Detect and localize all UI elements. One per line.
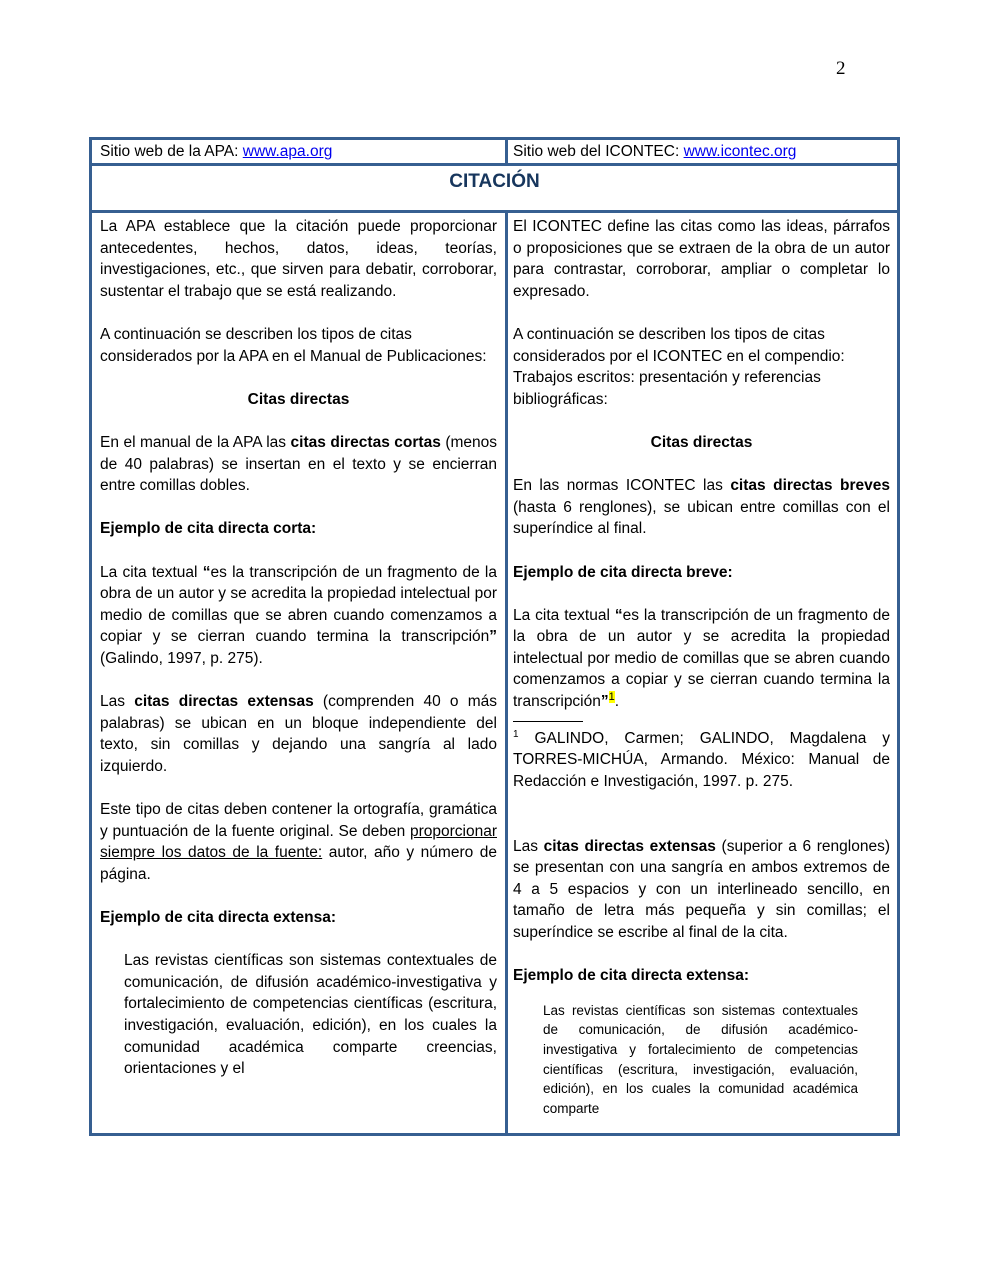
apa-extended-description: Las citas directas extensas (comprenden 40 o más palabras) se ubican en un bloque independiente del texto, sin comillas y dejando una sangría al lado izquierdo. [100,693,497,775]
apa-example-short: La cita textual “es la transcripción de un fragmento de la obra de un autor y se acredita la propiedad intelectual por medio de comillas que se abren cuando comenzamos a copiar y se cierran cuando termina la transcripción” (Galindo, 1997, p. 275). [100,563,497,667]
apa-rules: Este tipo de citas deben contener la ortografía, gramática y puntuación de la fuente original. Se deben proporcionar siempre los datos de la fuente: autor, año y número de página. [100,801,497,883]
apa-website-link[interactable]: www.apa.org [242,143,333,160]
icontec-example-extended-heading: Ejemplo de cita directa extensa: [513,967,750,985]
icontec-website-cell [513,143,796,161]
icontec-section-heading: Citas directas [650,433,753,451]
section-title: CITACIÓN [449,171,540,192]
icontec-example-short-heading: Ejemplo de cita directa breve: [513,563,733,581]
page-number: 2 [836,58,846,79]
icontec-example-extended: Las revistas científicas son sistemas contextuales de comunicación, de difusión académico-investigativa y fortalecimiento de competencias científicas (escritura, investigación, evaluación, edición), en los cuales la comunidad académica comparte [543,1002,858,1116]
icontec-intro: El ICONTEC define las citas como las ideas, párrafos o proposiciones que se extraen de la obra de un autor para contrastar, corroborar, ampliar o completar lo expresado. [513,218,890,300]
comparison-table [89,137,900,1136]
title-row [92,166,897,213]
apa-example-extended: Las revistas científicas son sistemas contextuales de comunicación, de difusión académico-investigativa y fortalecimiento de competencias científicas (escritura, investigación, evaluación, edición), en los cuales la comunidad académica comparte creencias, orientaciones y el [124,952,497,1078]
apa-types-intro: A continuación se describen los tipos de citas considerados por la APA en el Manual de Publicaciones: [100,325,487,365]
apa-short-description: En el manual de la APA las citas directas cortas (menos de 40 palabras) se insertan en el texto y se encierran entre comillas dobles. [100,433,497,495]
icontec-column [513,216,890,1133]
header-row [92,140,897,166]
column-divider [505,213,508,1133]
icontec-short-description: En las normas ICONTEC las citas directas breves (hasta 6 renglones), se ubican entre comillas con el superíndice al final. [513,477,890,538]
icontec-footnote: $^1$ GALINDO, Carmen; GALINDO, Magdalena y TORRES-MICHÚA, Armando. México: Manual de Redacción e Investigación, 1997. p. 275. [513,728,890,790]
footnote-separator [513,713,583,722]
icontec-example-short: La cita textual “es la transcripción de un fragmento de la obra de un autor y se acredita la propiedad intelectual por medio de comillas que se abren cuando comenzamos a copiar y se cierran cuando termina la transcripción”$^1$. [513,606,890,711]
apa-section-heading: Citas directas [247,390,350,408]
apa-website-label: Sitio web de la APA: [100,143,243,160]
apa-column [100,216,497,1133]
apa-example-short-heading: Ejemplo de cita directa corta: [100,520,317,538]
header-divider [505,140,508,163]
icontec-extended-description: Las citas directas extensas (superior a 6 renglones) se presentan con una sangría en ambos extremos de 4 a 5 espacios y con un interlineado sencillo, en tamaño de letra más pequeña y sin comillas; el superíndice se escribe al final de la cita. [513,837,890,941]
apa-example-extended-heading: Ejemplo de cita directa extensa: [100,909,337,926]
icontec-types-intro: A continuación se describen los tipos de citas considerados por el ICONTEC en el compendio: Trabajos escritos: presentación y referencias bibliográficas: [513,325,845,408]
footnote-superscript: 1 [608,690,615,703]
icontec-website-link[interactable]: www.icontec.org [683,143,797,160]
icontec-website-label: Sitio web del ICONTEC: [513,143,684,160]
apa-website-cell [100,143,332,161]
apa-intro: La APA establece que la citación puede proporcionar antecedentes, hechos, datos, ideas, teorías, investigaciones, etc., que sirven para debatir, corroborar, sustentar el trabajo que se está realizando. [100,218,497,300]
